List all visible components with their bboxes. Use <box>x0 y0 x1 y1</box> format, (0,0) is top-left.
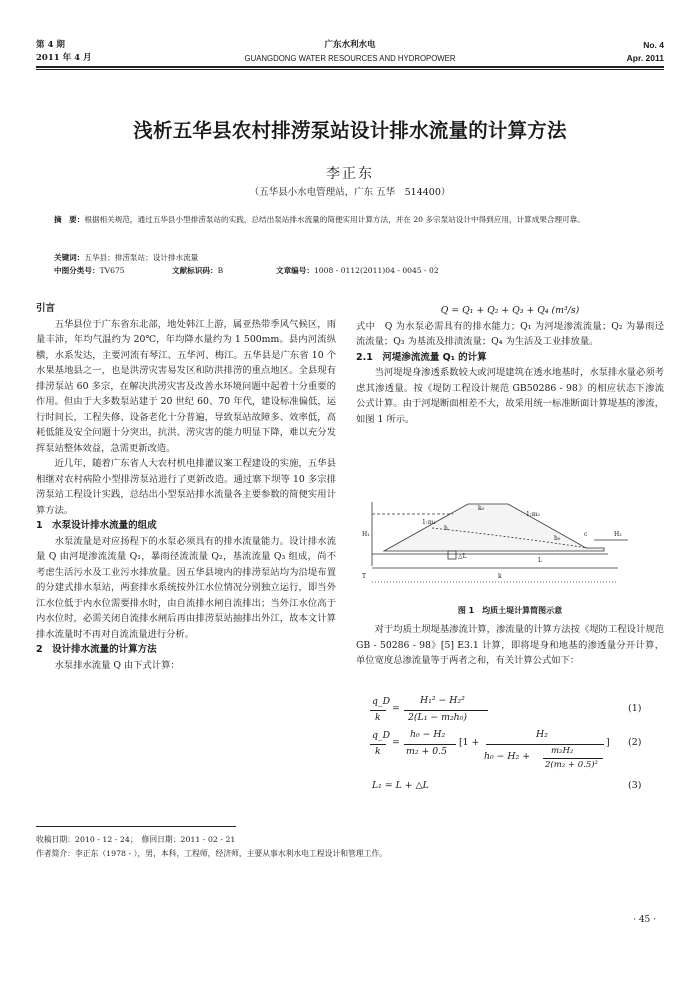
eq2-lhs-num: q_D <box>372 730 391 741</box>
eq2-lhs-den: k <box>375 746 381 757</box>
eq2-bracket-close: ] <box>606 737 610 748</box>
formula-where: 式中 Q 为水泵必需具有的排水能力；Q₁ 为河堤渗流流量；Q₂ 为暴雨迳流流量；Q₃ 为基流及排渍流量；Q₄ 为生活及工业排放量。 <box>356 320 664 347</box>
article-title: 浅析五华县农村排涝泵站设计排水流量的计算方法 <box>133 119 567 142</box>
fig-label-l: L <box>538 557 542 564</box>
intro-paragraph-1: 五华县位于广东省东北部，地处韩江上游，属亚热带季风气候区，雨量丰沛，年均气温约为 20℃，年均降水量约为 1 500mm。县内河流纵横，水系发达，主要河流有琴江、五华河、梅江。五华县是广东省 10 个水果基地县之一，也是洪涝灾害易发区和防洪排涝的重点地区。全县现有排涝泵站 60 多宗，在解决洪涝灾害及改善水环境问题中起着十分重要的作用。但由于大多数泵站建于 20 世纪 60、70 年代，建设标准偏低，运行时间长，工程失修、设备老化十分普遍，导致泵站故障多、效率低，高耗低能及安全问题十分突出，抗洪、涝灾害的能力明显下降，难以充分发挥泵站整体效益，急需更新改造。 <box>36 318 336 454</box>
left-column <box>36 301 336 673</box>
keywords-text: 五华县；排涝泵站；设计排水流量 <box>84 253 199 262</box>
eq2-b-bar <box>486 744 604 745</box>
article-no-value: 1008 - 0112(2011)04 - 0045 - 02 <box>313 266 439 275</box>
eq1-number: (1) <box>628 703 642 714</box>
eq2-c-bar <box>543 758 603 759</box>
section-2-1-heading: 2.1 河堤渗流流量 Q₁ 的计算 <box>356 351 487 363</box>
eq1-num: H₁² − H₂² <box>420 695 465 706</box>
doc-label: 文献标识码： <box>172 266 218 275</box>
page-number: · 45 · <box>633 915 656 925</box>
embankment-body <box>384 504 604 551</box>
section-2-paragraph: 水泵排水流量 Q 由下式计算： <box>54 659 180 671</box>
intro-heading: 引言 <box>36 303 56 314</box>
fig-label-c: c <box>584 531 588 538</box>
fig-label-k: k <box>498 573 502 580</box>
header-journal-cn: 广东水利水电 <box>324 40 376 50</box>
footnote-author-bio: 作者简介：李正东（1978 - ），男，本科，工程师，经济师，主要从事水利水电工程设计和管理工作。 <box>36 849 387 858</box>
section-1-paragraph: 水泵流量是对应扬程下的水泵必须具有的排水流量能力。设计排水流量 Q 由河堤渗流流量 Q₁，暴雨径流流量 Q₂，基流流量 Q₃ 组成，尚不考虑生活污水及工业污水排放量。因五华县境内的排涝泵站均为沿堤布置的分建式排水泵站，两套排水系统按外江水位情况分别独立运行，即当外江水位低于内水位需要排水时，由自流排水闸自流排出；当外江水位高于内水位时，必需关闭自流排水闸后再由排涝泵站抽排出外江，故本文计算排水流量时不再对自流流量进行分析。 <box>36 535 336 640</box>
right-column <box>356 303 664 427</box>
footnote-rule <box>36 826 236 827</box>
keywords-label: 关键词： <box>54 253 85 262</box>
eq2-c-num: m₂H₂ <box>551 746 574 756</box>
eq3: L₁ = L + △L <box>372 780 429 791</box>
fig-label-h2: H₂ <box>614 531 622 538</box>
fig-label-m1: 1:m₁ <box>422 519 436 526</box>
section-2-1-paragraph-2: 对于均质土坝堤基渗流计算，渗流量的计算方法按《堤防工程设计规范 GB - 50286 - 98》[5] E3.1 计算，即将堤身和地基的渗透量分开计算，单位宽度总渗流量等于两者之和，有关计算公式如下： <box>356 624 664 666</box>
fig-label-h1: H₁ <box>362 531 370 538</box>
right-column-lower <box>356 622 664 669</box>
eq2-equals: = <box>392 737 400 748</box>
fig-label-t: T <box>362 573 367 580</box>
fig-label-h0: h₀ <box>554 535 561 542</box>
main-formula: Q = Q₁ + Q₂ + Q₃ + Q₄ (m³/s) <box>440 305 580 316</box>
clc-value: TV675 <box>99 266 125 275</box>
delta-l-marker <box>448 551 456 559</box>
fig-label-m2: 1:m₂ <box>526 511 540 518</box>
figure-1-embankment-diagram <box>358 496 648 602</box>
fig-label-h: h <box>444 525 448 532</box>
header-rule <box>36 66 664 68</box>
article-no-label: 文章编号： <box>276 266 314 275</box>
header-journal-en: GUANGDONG WATER RESOURCES AND HYDROPOWER <box>244 54 456 63</box>
eq2-c-den: 2(m₂ + 0.5)² <box>545 760 598 770</box>
abstract <box>54 214 634 227</box>
fig-label-dl: △L <box>458 553 467 560</box>
section-1-heading: 1 水泵设计排水流量的组成 <box>36 520 157 531</box>
eq1-equals: = <box>392 703 400 714</box>
header-rule-thin <box>36 69 664 70</box>
eq2-lhs-bar <box>370 744 386 745</box>
header-issue-en: No. 4 <box>643 40 664 50</box>
eq1-lhs-bar <box>370 710 386 711</box>
doc-value: B <box>217 266 224 275</box>
header-date-en: Apr. 2011 <box>626 53 664 63</box>
header-date-cn: 2011 年 4 月 <box>36 53 92 63</box>
footnote-dates: 收稿日期：2010 - 12 - 24； 修回日期：2011 - 02 - 21 <box>36 835 236 844</box>
fig-label-k0: k₀ <box>478 505 485 512</box>
eq2-bracket-open: [1 + <box>459 737 480 748</box>
eq2-a-den: m₂ + 0.5 <box>406 746 448 757</box>
eq2-a-num: h₀ − H₂ <box>410 729 446 740</box>
header-issue-cn: 第 4 期 <box>36 40 65 50</box>
eq1-bar <box>404 710 488 711</box>
figure-1-caption: 图 1 均质土堤计算简图示意 <box>457 606 563 615</box>
keywords <box>54 252 634 265</box>
eq1-lhs-num: q_D <box>372 696 391 707</box>
eq2-a-bar <box>404 744 456 745</box>
intro-paragraph-2: 近几年，随着广东省人大农村机电排灌议案工程建设的实施，五华县相继对农村病险小型排涝泵站进行了更新改造。通过寨下坝等 10 多宗排涝泵站工程设计实践，总结出小型泵站排水流量各主要参数的简便实用计算方法。 <box>36 458 336 516</box>
eq2-b-den-left: h₀ − H₂ + <box>484 751 530 762</box>
article-affiliation: （五华县小水电管理站，广东 五华 514400） <box>249 187 451 198</box>
eq3-number: (3) <box>628 780 642 791</box>
clc-label: 中图分类号： <box>54 266 100 275</box>
section-2-heading: 2 设计排水流量的计算方法 <box>36 644 157 655</box>
article-author: 李正东 <box>326 166 374 182</box>
eq1-den: 2(L₁ − m₂h₀) <box>408 712 468 723</box>
abstract-text: 根据相关规范，通过五华县小型排涝泵站的实践，总结出泵站排水流量的简便实用计算方法，并在 20 多宗泵站设计中得到应用，计算成果合理可靠。 <box>84 215 585 224</box>
eq2-b-num: H₂ <box>536 729 548 740</box>
eq2-number: (2) <box>628 737 642 748</box>
abstract-label: 摘 要： <box>54 215 85 224</box>
section-2-1-paragraph: 当河堤堤身渗透系数较大或河堤建筑在透水地基时，水泵排水量必须考虑其渗透量。按《堤防工程设计规范 GB50286 - 98》的相应状态下渗流公式计算。由于河堤断面相差不大，故采用统一标准断面计算堤基的渗流，如图 1 所示。 <box>356 367 664 425</box>
eq1-lhs-den: k <box>375 712 381 723</box>
